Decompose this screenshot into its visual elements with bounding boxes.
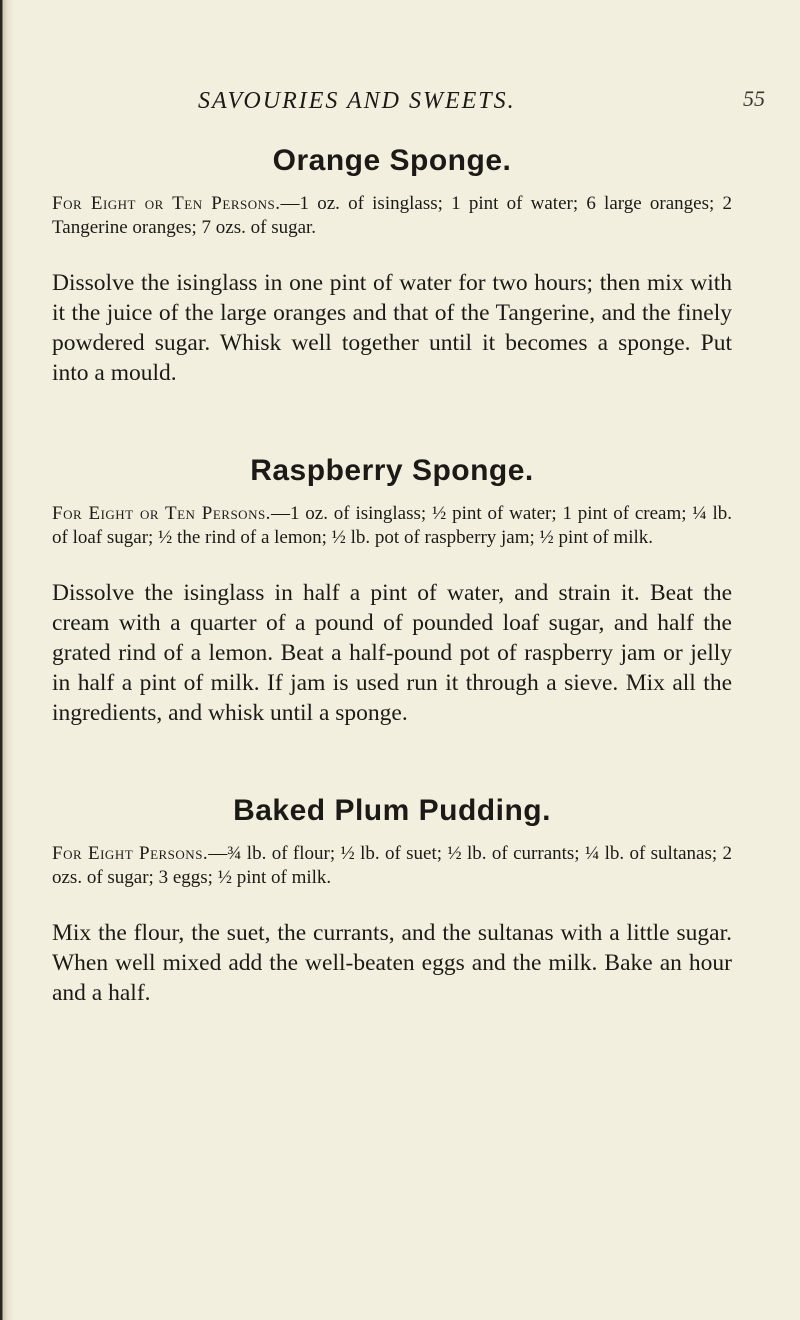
page-binding-edge xyxy=(0,0,14,1320)
recipe-baked-plum-pudding xyxy=(52,794,732,1008)
page-body xyxy=(52,144,732,1008)
ingredients-list xyxy=(52,502,732,550)
ingredients-text: —1 oz. of isinglass; 1 pint of water; 6 large oranges; 2 Tangerine oranges; 7 ozs. of sugar. xyxy=(52,193,732,238)
recipe-orange-sponge xyxy=(52,144,732,388)
method-paragraph: Mix the flour, the suet, the currants, and the sultanas with a little sugar. When well mixed add the well-beaten eggs and the milk. Bake an hour and a half. xyxy=(52,920,732,1006)
ingredients-text: —¾ lb. of flour; ½ lb. of suet; ½ lb. of currants; ¼ lb. of sultanas; 2 ozs. of sugar; 3 eggs; ½ pint of milk. xyxy=(52,843,733,888)
recipe-title: Orange Sponge. xyxy=(272,144,512,177)
method-paragraph: Dissolve the isinglass in half a pint of water, and strain it. Beat the cream with a quarter of a pound of pounded loaf sugar, and half the grated rind of a lemon. Beat a half-pound pot of raspberry jam or jelly in half a pint of milk. If jam is used run it through a sieve. Mix all the ingredients, and whisk until a sponge. xyxy=(52,580,732,726)
ingredients-list xyxy=(52,842,732,890)
recipe-raspberry-sponge xyxy=(52,454,732,728)
recipe-title: Raspberry Sponge. xyxy=(250,454,534,487)
method-paragraph: Dissolve the isinglass in one pint of water for two hours; then mix with it the juice of the large oranges and that of the Tangerine, and the finely powdered sugar. Whisk well together until it becomes a sponge. Put into a mould. xyxy=(52,270,732,386)
running-head: SAVOURIES AND SWEETS. xyxy=(198,88,516,114)
serves-label: For Eight Persons. xyxy=(52,843,209,864)
page-number: 55 xyxy=(743,86,765,111)
ingredients-text: —1 oz. of isinglass; ½ pint of water; 1 pint of cream; ¼ lb. of loaf sugar; ½ the rind of a lemon; ½ lb. pot of raspberry jam; ½ pint of milk. xyxy=(52,503,732,548)
ingredients-list xyxy=(52,192,732,240)
serves-label: For Eight or Ten Persons. xyxy=(52,503,271,524)
serves-label: For Eight or Ten Persons. xyxy=(52,193,281,214)
recipe-title: Baked Plum Pudding. xyxy=(233,794,551,827)
